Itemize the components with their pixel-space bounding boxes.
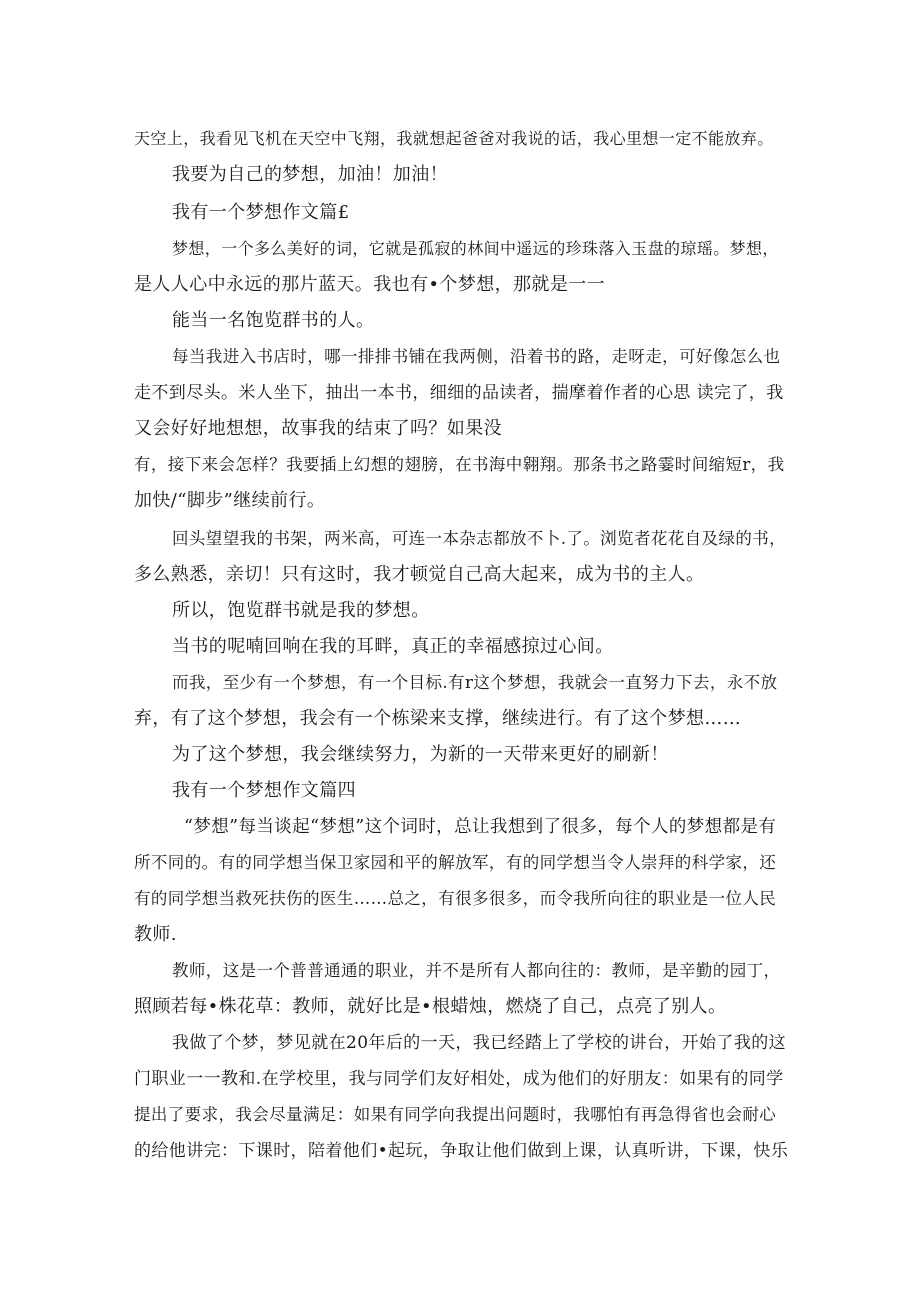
text-line: 为了这个梦想，我会继续努力，为新的一天带来更好的刷新！ (172, 744, 669, 765)
text-line: 而我，至少有一个梦想，有一个目标.有r这个梦想，我就会一直努力下去，永不放 (172, 673, 778, 692)
text-line: 的给他讲完：下课时，陪着他们•起玩，争取让他们做到上课，认真听讲，下课，快乐 (134, 1141, 789, 1161)
text-line: 我做了个梦，梦见就在20年后的一天，我已经踏上了学校的讲台，开始了我的这 (172, 1033, 787, 1053)
text-line: “梦想”每当谈起“梦想”这个词时，总让我想到了很多，每个人的梦想都是有 (184, 817, 777, 837)
text-line: 所以，饱览群书就是我的梦想。 (172, 600, 430, 621)
text-line: 有的同学想当救死扶伤的医生……总之，有很多很多，而令我所向往的职业是一位人民 (134, 889, 777, 908)
text-line: 又会好好地想想，故事我的结束了吗？如果没 (134, 418, 502, 439)
section-heading: 我有一个梦想作文篇£ (172, 202, 350, 223)
text-line: 照顾若每•株花草：教师，就好比是•根蜡烛，燃烧了自己，点亮了别人。 (134, 996, 727, 1017)
text-line: 教师. (134, 924, 177, 945)
text-line: 教师，这是一个普普通通的职业，并不是所有人都向往的：教师，是辛勤的园丁， (172, 961, 781, 980)
text-line: 所不同的。有的同学想当保卫家园和平的解放军，有的同学想当令人崇拜的科学家，还 (134, 853, 777, 872)
text-line: 加快/“脚步”继续前行。 (134, 490, 326, 511)
text-line: 有，接下来会怎样？我要插上幻想的翅膀，在书海中翱翔。那条书之路霎时间缩短r，我 (134, 455, 785, 474)
section-heading: 我有一个梦想作文篇四 (172, 780, 356, 801)
text-line: 当书的呢喃回响在我的耳畔，真正的幸福感掠过心间。 (172, 636, 614, 657)
text-line: 我要为自己的梦想，加油！加油！ (172, 164, 448, 185)
text-line: 天空上，我看见飞机在天空中飞翔，我就想起爸爸对我说的话，我心里想一定不能放弃。 (134, 129, 774, 148)
text-line: 提出了要求，我会尽量满足：如果有同学向我提出问题时，我哪怕有再急得省也会耐心 (134, 1105, 777, 1124)
text-line: 多么熟悉，亲切！只有这时，我才顿觉自己高大起来，成为书的主人。 (134, 564, 705, 585)
text-line: 走不到尽头。米人坐下，抽出一本书，细细的品读者，揣摩着作者的心思 读完了，我 (134, 383, 784, 403)
text-line: 回头望望我的书架，两米高，可连一本杂志都放不卜.了。浏览者花花自及绿的书， (172, 529, 787, 548)
text-line: 门职业一一教和.在学校里，我与同学们友好相处，成为他们的好朋友：如果有的同学 (134, 1069, 784, 1089)
text-line: 能当一名饱览群书的人。 (172, 310, 375, 331)
text-line: 弃，有了这个梦想，我会有一个栋梁来支撑，继续进行。有了这个梦想…… (134, 708, 742, 729)
text-line: 梦想，一个多么美好的词，它就是孤寂的林间中遥远的珍珠落入玉盘的琼瑶。梦想， (172, 239, 779, 258)
text-line: 是人人心中永远的那片蓝天。我也有•个梦想，那就是一一 (134, 274, 606, 295)
text-line: 每当我进入书店时，哪一排排书铺在我两侧，沿着书的路，走呀走，可好像怎么也 (172, 347, 781, 366)
